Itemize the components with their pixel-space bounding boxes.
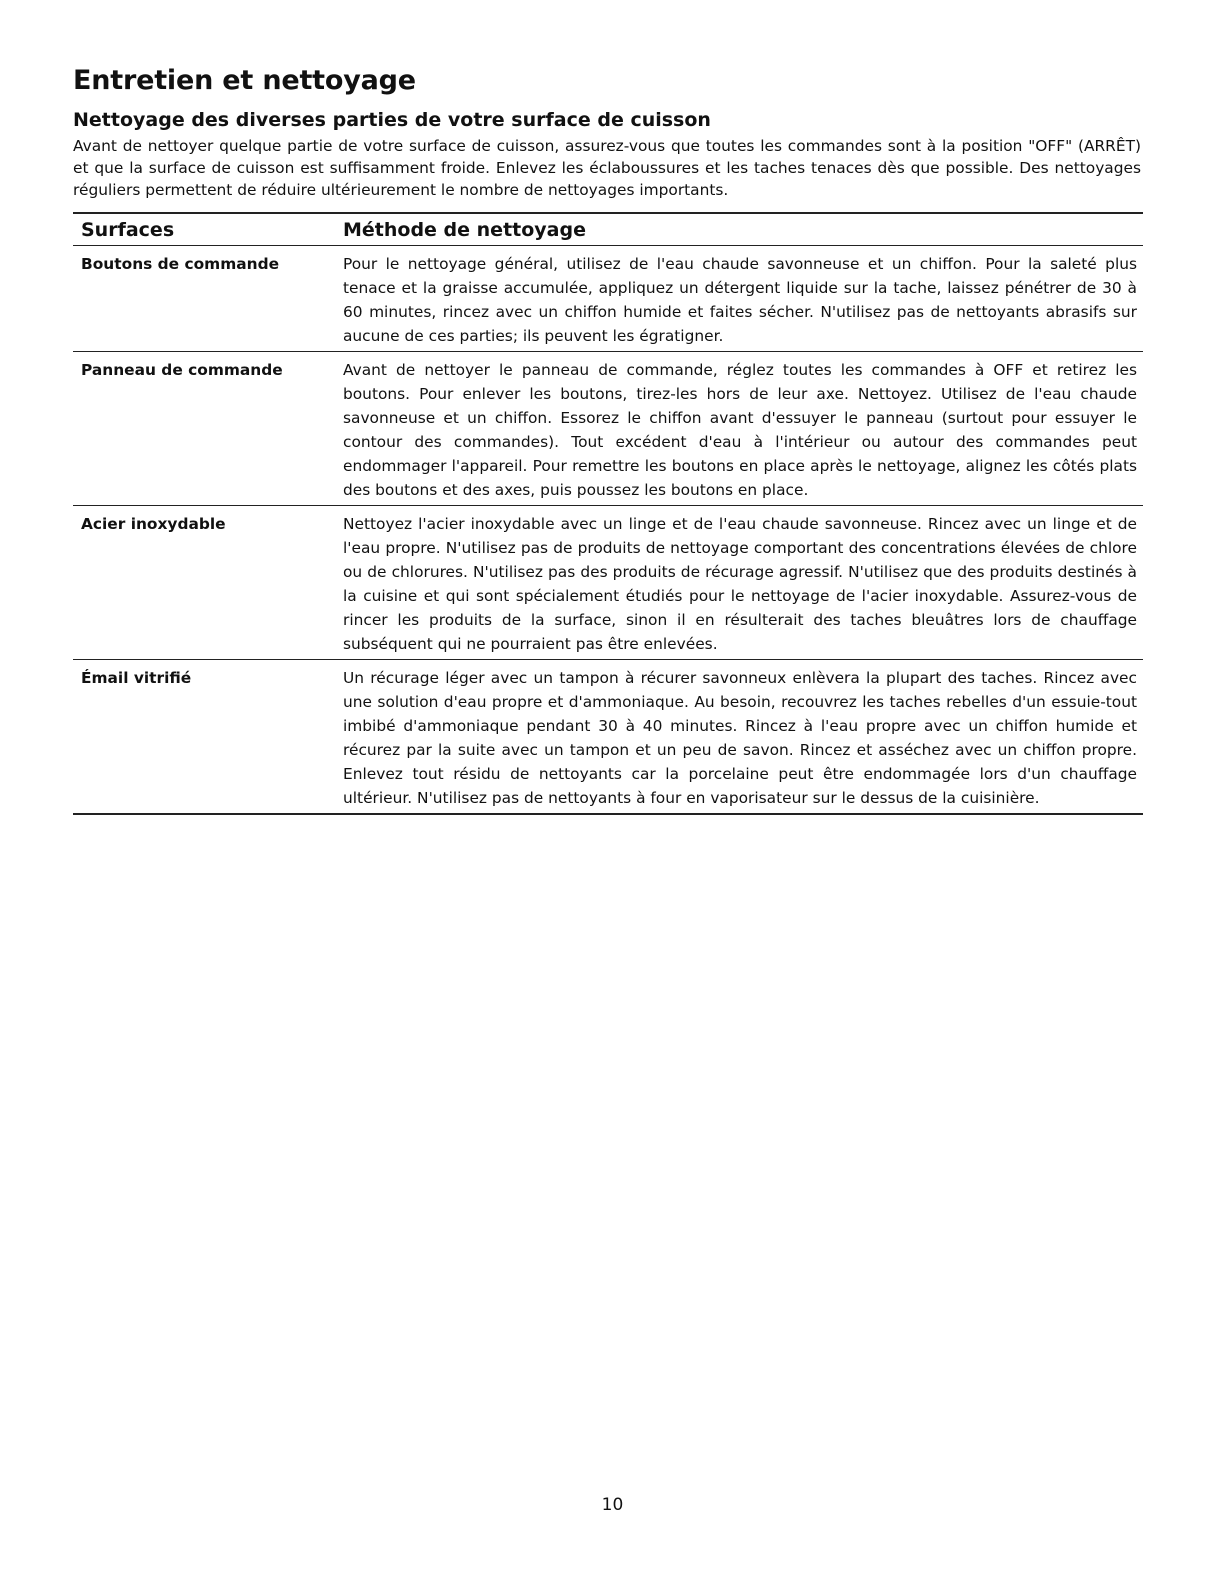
row-surface-label: Boutons de commande [81,255,280,273]
header-method: Méthode de nettoyage [343,218,586,241]
table-row [73,352,1143,506]
row-surface-label: Acier inoxydable [81,515,226,533]
page-number: 10 [601,1495,624,1515]
table-row [73,506,1143,660]
table-row [73,246,1143,352]
table-row [73,660,1143,815]
row-surface-label: Panneau de commande [81,361,283,379]
cleaning-table [73,212,1143,815]
section-heading: Nettoyage des diverses parties de votre surface de cuisson [73,109,711,131]
intro-paragraph: Avant de nettoyer quelque partie de votre surface de cuisson, assurez-vous que toutes les commandes sont à la position "OFF" (ARRÊT) et que la surface de cuisson est suffisamment froide. Enlevez les éclaboussures et les taches tenaces dès que possible. Des nettoyages réguliers permettent de réduire ultérieurement le nombre de nettoyages importants. [73,137,1141,199]
row-method-text: Nettoyez l'acier inoxydable avec un linge et de l'eau chaude savonneuse. Rincez avec un linge et de l'eau propre. N'utilisez pas de produits de nettoyage comportant des concentrations élevées de chlore ou de chlorures. N'utilisez pas des produits de récurage agressif. N'utilisez que des produits destinés à la cuisine et qui sont spécialement étudiés pour le nettoyage de l'acier inoxydable. Assurez-vous de rincer les produits de la surface, sinon il en résulterait des taches bleuâtres lors de chauffage subséquent qui ne pourraient pas être enlevées. [343,515,1137,653]
page-title: Entretien et nettoyage [73,65,416,96]
row-method-text: Un récurage léger avec un tampon à récurer savonneux enlèvera la plupart des taches. Rincez avec une solution d'eau propre et d'ammoniaque. Au besoin, recouvrez les taches rebelles d'un essuie-tout imbibé d'ammoniaque pendant 30 à 40 minutes. Rincez à l'eau propre avec un chiffon humide et récurez par la suite avec un tampon et un peu de savon. Rincez et asséchez avec un chiffon propre. Enlevez tout résidu de nettoyants car la porcelaine peut être endommagée lors d'un chauffage ultérieur. N'utilisez pas de nettoyants à four en vaporisateur sur le dessus de la cuisinière. [343,669,1137,807]
table-header [73,214,1143,246]
row-method-text: Pour le nettoyage général, utilisez de l'eau chaude savonneuse et un chiffon. Pour la saleté plus tenace et la graisse accumulée, appliquez un détergent liquide sur la tache, laissez pénétrer de 30 à 60 minutes, rincez avec un chiffon humide et faites sécher. N'utilisez pas de nettoyants abrasifs sur aucune de ces parties; ils peuvent les égratigner. [343,255,1137,345]
row-surface-label: Émail vitrifié [81,669,192,687]
row-method-text: Avant de nettoyer le panneau de commande, réglez toutes les commandes à OFF et retirez les boutons. Pour enlever les boutons, tirez-les hors de leur axe. Nettoyez. Utilisez de l'eau chaude savonneuse et un chiffon. Essorez le chiffon avant d'essuyer le panneau (surtout pour essuyer le contour des commandes). Tout excédent d'eau à l'intérieur ou autour des commandes peut endommager l'appareil. Pour remettre les boutons en place après le nettoyage, alignez les côtés plats des boutons et des axes, puis poussez les boutons en place. [343,361,1137,499]
header-surfaces: Surfaces [81,218,175,241]
